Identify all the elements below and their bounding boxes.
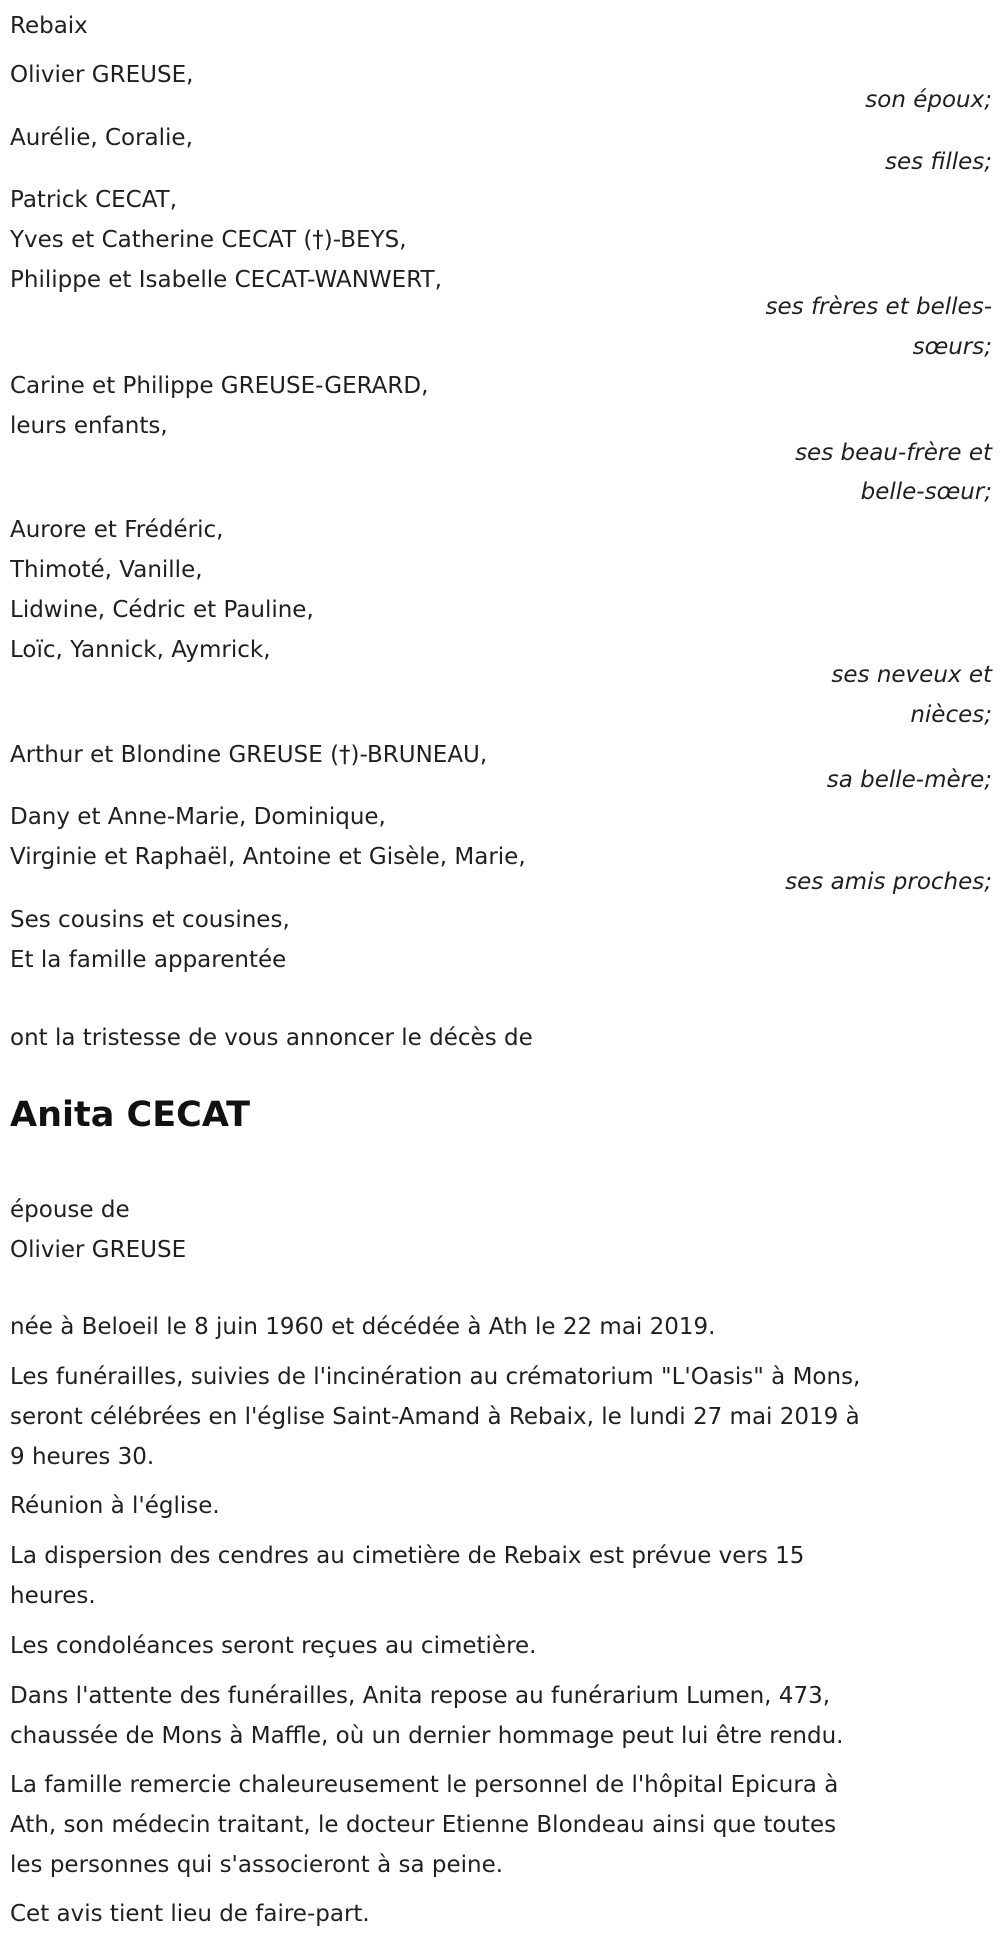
in-law-name: leurs enfants, <box>10 413 168 439</box>
meeting-text: Réunion à l'église. <box>10 1493 220 1519</box>
in-laws-relation-line: ses beau-frère et <box>795 440 992 466</box>
sibling-name: Philippe et Isabelle CECAT-WANWERT, <box>10 267 442 293</box>
nephew-names: Aurore et Frédéric, <box>10 517 224 543</box>
daughters-names: Aurélie, Coralie, <box>10 125 193 151</box>
sibling-name: Yves et Catherine CECAT (†)-BEYS, <box>10 227 407 253</box>
sibling-name: Patrick CECAT, <box>10 187 178 213</box>
nephews-relation-line: nièces; <box>910 702 992 728</box>
nephews-relation-line: ses neveux et <box>831 662 992 688</box>
in-law-name: Carine et Philippe GREUSE-GERARD, <box>10 373 429 399</box>
mother-in-law-name: Arthur et Blondine GREUSE (†)-BRUNEAU, <box>10 742 488 768</box>
condolences-text: Les condoléances seront reçues au cimetière. <box>10 1633 537 1659</box>
siblings-relation-line: sœurs; <box>912 334 992 360</box>
husband-relation: son époux; <box>865 87 992 113</box>
friend-names: Dany et Anne-Marie, Dominique, <box>10 804 386 830</box>
nephew-names: Loïc, Yannick, Aymrick, <box>10 637 271 663</box>
daughters-relation: ses filles; <box>885 149 992 175</box>
husband-name: Olivier GREUSE, <box>10 62 194 88</box>
thanks-text-line: les personnes qui s'associeront à sa peine. <box>10 1852 504 1878</box>
other-relatives: Et la famille apparentée <box>10 947 287 973</box>
spouse-label: épouse de <box>10 1197 130 1223</box>
funeral-text-line: 9 heures 30. <box>10 1444 155 1470</box>
nephew-names: Lidwine, Cédric et Pauline, <box>10 597 314 623</box>
nephew-names: Thimoté, Vanille, <box>10 557 203 583</box>
funerarium-text-line: Dans l'attente des funérailles, Anita repose au funérarium Lumen, 473, <box>10 1683 831 1709</box>
birth-death-text: née à Beloeil le 8 juin 1960 et décédée à Ath le 22 mai 2019. <box>10 1314 716 1340</box>
mother-in-law-relation: sa belle-mère; <box>826 767 992 793</box>
siblings-relation-line: ses frères et belles- <box>765 294 992 320</box>
deceased-name: Anita CECAT <box>10 1095 251 1135</box>
funeral-text-line: Les funérailles, suivies de l'incinération au crématorium "L'Oasis" à Mons, <box>10 1364 861 1390</box>
friend-names: Virginie et Raphaël, Antoine et Gisèle, Marie, <box>10 844 526 870</box>
announcement-text: ont la tristesse de vous annoncer le décès de <box>10 1025 533 1051</box>
funerarium-text-line: chaussée de Mons à Maffle, où un dernier hommage peut lui être rendu. <box>10 1723 844 1749</box>
in-laws-relation-line: belle-sœur; <box>860 479 992 505</box>
friends-relation: ses amis proches; <box>785 869 992 895</box>
spouse-name: Olivier GREUSE <box>10 1237 187 1263</box>
funeral-text-line: seront célébrées en l'église Saint-Amand à Rebaix, le lundi 27 mai 2019 à <box>10 1404 860 1430</box>
dispersion-text-line: heures. <box>10 1583 96 1609</box>
thanks-text-line: La famille remercie chaleureusement le personnel de l'hôpital Epicura à <box>10 1772 839 1798</box>
thanks-text-line: Ath, son médecin traitant, le docteur Etienne Blondeau ainsi que toutes <box>10 1812 837 1838</box>
closing-text: Cet avis tient lieu de faire-part. <box>10 1901 370 1927</box>
place-name: Rebaix <box>10 13 88 39</box>
dispersion-text-line: La dispersion des cendres au cimetière de Rebaix est prévue vers 15 <box>10 1543 805 1569</box>
other-relatives: Ses cousins et cousines, <box>10 907 290 933</box>
